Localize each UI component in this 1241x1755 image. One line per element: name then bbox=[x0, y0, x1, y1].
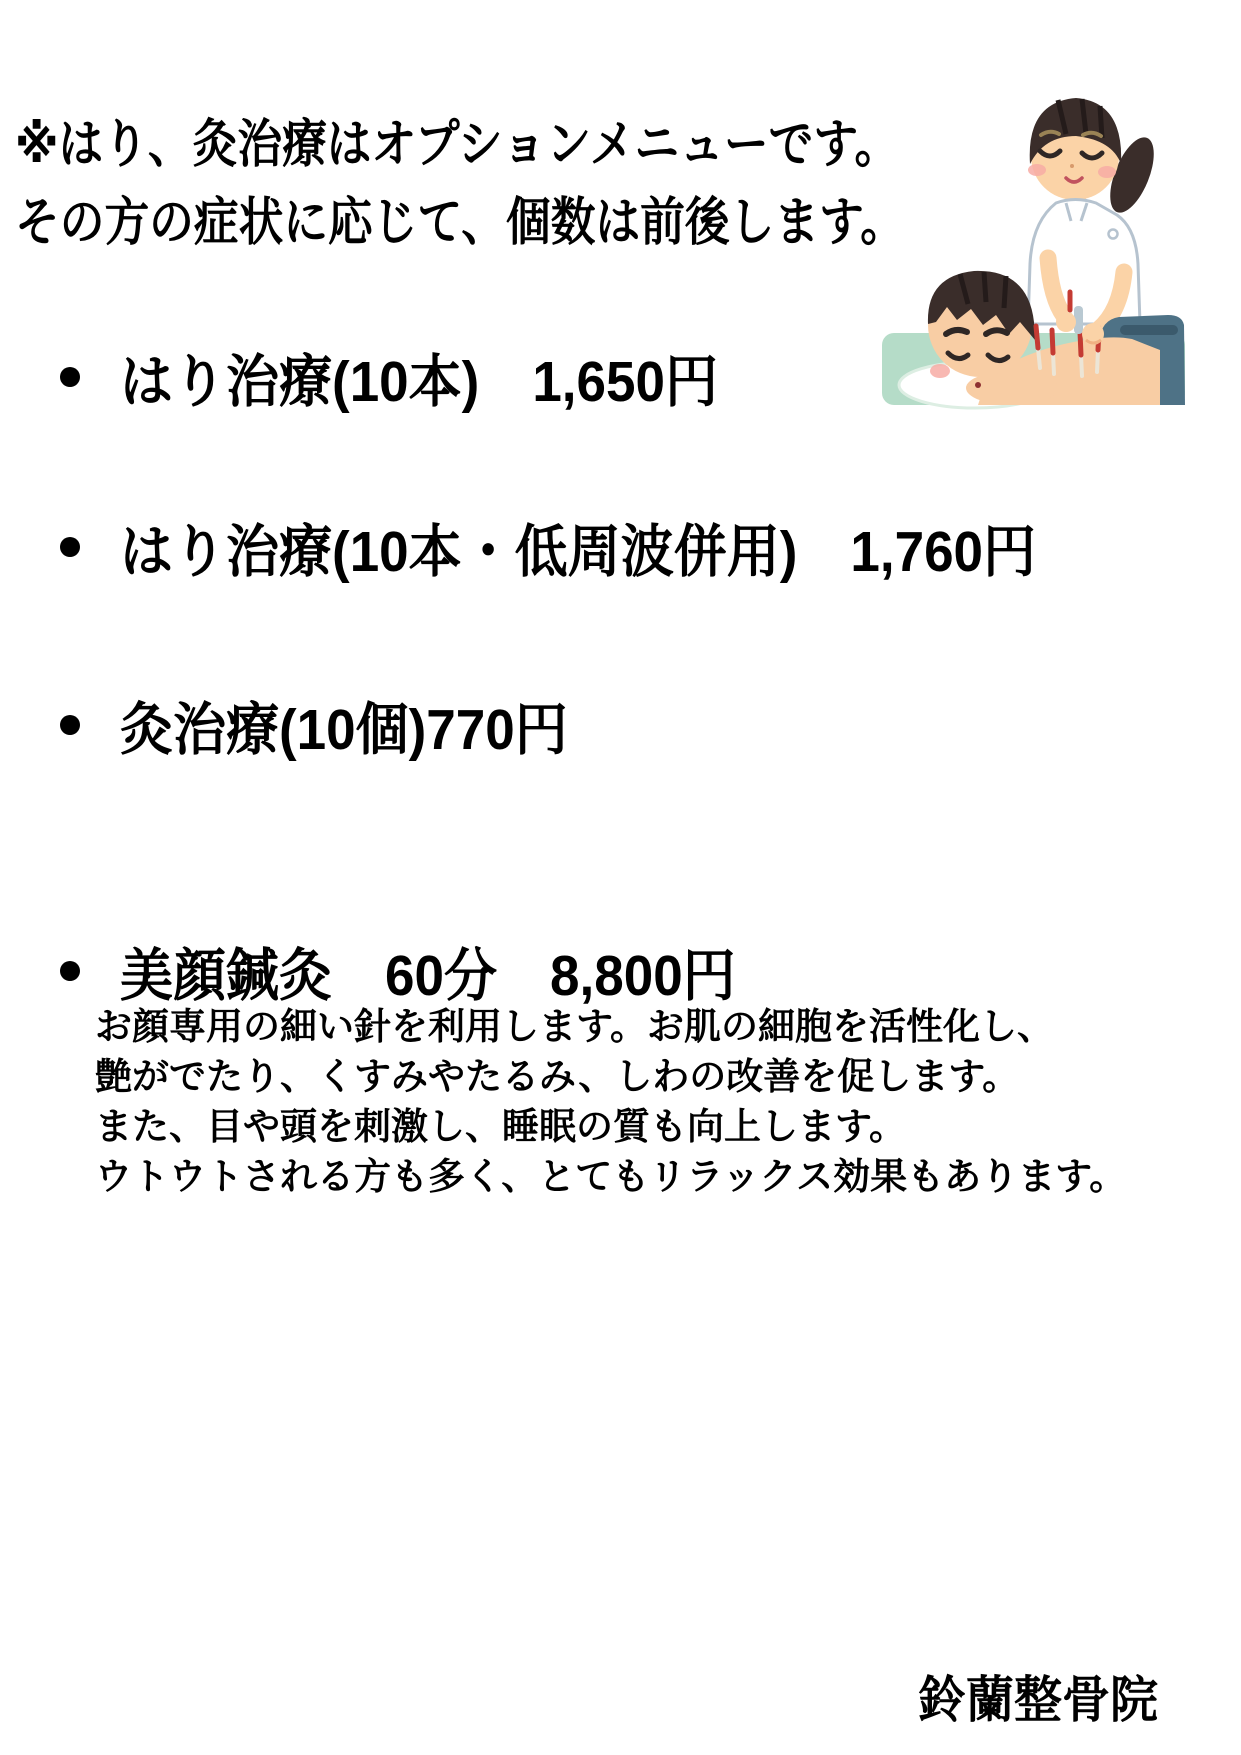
bullet-dot bbox=[60, 961, 80, 981]
menu-item-label: はり治療(10本・低周波併用) 1,760円 bbox=[120, 520, 1037, 584]
bullet-dot bbox=[60, 537, 80, 557]
menu-item-bigan-shinkyu bbox=[60, 936, 782, 1006]
menu-item-label: はり治療(10本) 1,650円 bbox=[120, 350, 719, 414]
bullet-dot bbox=[60, 715, 80, 735]
option-note bbox=[15, 106, 905, 262]
menu-item-hari-10-lowfreq bbox=[60, 512, 1105, 582]
menu-item-label: 灸治療(10個)770円 bbox=[120, 698, 568, 762]
description-line: また、目や頭を刺激し、睡眠の質も向上します。 bbox=[95, 1106, 907, 1147]
clinic-name: 鈴蘭整骨院 bbox=[918, 1672, 1158, 1728]
description-line: 艶がでたり、くすみやたるみ、しわの改善を促します。 bbox=[95, 1056, 1020, 1097]
bullet-dot bbox=[60, 367, 80, 387]
practitioner-figure bbox=[1028, 98, 1163, 330]
acupuncture-illustration bbox=[860, 72, 1200, 412]
menu-item-label: 美顔鍼灸 60分 8,800円 bbox=[120, 944, 736, 1008]
description-line: ウトウトされる方も多く、とてもリラックス効果もあります。 bbox=[95, 1156, 1127, 1197]
facial-acupuncture-description bbox=[95, 1002, 1126, 1202]
menu-item-hari-10 bbox=[60, 342, 763, 412]
menu-item-kyu-10 bbox=[60, 690, 601, 760]
note-line-2: その方の症状に応じて、個数は前後します。 bbox=[15, 194, 905, 252]
description-line: お顔専用の細い針を利用します。お肌の細胞を活性化し、 bbox=[95, 1006, 1055, 1047]
note-line-1: ※はり、灸治療はオプションメニューです。 bbox=[15, 116, 900, 174]
